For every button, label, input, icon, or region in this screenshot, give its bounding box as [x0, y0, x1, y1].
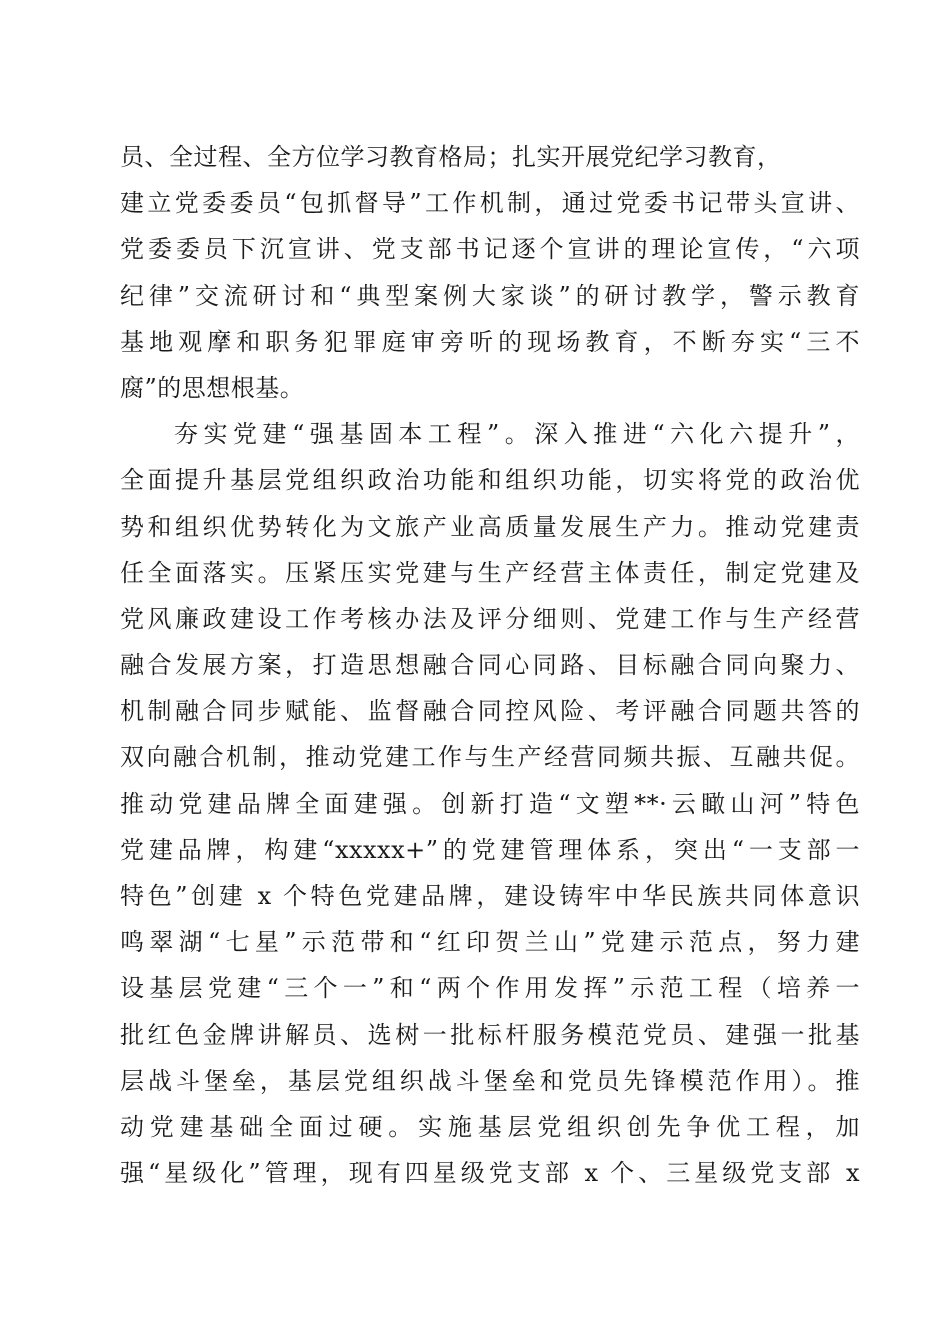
text-line: 批红色金牌讲解员、选树一批标杆服务模范党员、建强一批基: [120, 1020, 860, 1049]
text-line: 基地观摩和职务犯罪庭审旁听的现场教育，不断夯实“三不: [120, 327, 860, 356]
text-line: 党风廉政建设工作考核办法及评分细则、党建工作与生产经营: [120, 604, 860, 633]
text-line: 党委委员下沉宣讲、党支部书记逐个宣讲的理论宣传，“六项: [120, 235, 860, 264]
text-line: 鸣翠湖“七星”示范带和“红印贺兰山”党建示范点，努力建: [120, 928, 860, 957]
text-line: 强“星级化”管理，现有四星级党支部 x 个、三星级党支部 x: [120, 1159, 860, 1188]
body-text: [120, 134, 860, 1196]
paragraph-first-line: 夯实党建“强基固本工程”。深入推进“六化六提升”，: [174, 420, 860, 449]
text-line: 势和组织优势转化为文旅产业高质量发展生产力。推动党建责: [120, 512, 860, 541]
text-line: 融合发展方案，打造思想融合同心同路、目标融合同向聚力、: [120, 651, 860, 680]
text-line: 员、全过程、全方位学习教育格局；扎实开展党纪学习教育，: [120, 143, 782, 171]
text-line: 党建品牌，构建“xxxxx+”的党建管理体系，突出“一支部一: [120, 835, 860, 864]
text-line: 纪律”交流研讨和“典型案例大家谈”的研讨教学，警示教育: [120, 281, 860, 310]
text-line: 动党建基础全面过硬。实施基层党组织创先争优工程，加: [120, 1112, 860, 1141]
text-line: 层战斗堡垒，基层党组织战斗堡垒和党员先锋模范作用）。推: [120, 1066, 860, 1095]
text-line: 建立党委委员“包抓督导”工作机制，通过党委书记带头宣讲、: [120, 189, 860, 218]
text-line: 设基层党建“三个一”和“两个作用发挥”示范工程（培养一: [120, 974, 860, 1003]
text-line: 任全面落实。压紧压实党建与生产经营主体责任，制定党建及: [120, 558, 860, 587]
text-line: 全面提升基层党组织政治功能和组织功能，切实将党的政治优: [120, 466, 860, 495]
text-line: 机制融合同步赋能、监督融合同控风险、考评融合同题共答的: [120, 697, 860, 726]
text-line: 推动党建品牌全面建强。创新打造“文塑**·云瞰山河”特色: [120, 789, 860, 818]
text-line: 双向融合机制，推动党建工作与生产经营同频共振、互融共促。: [120, 743, 860, 772]
text-line: 特色”创建 x 个特色党建品牌，建设铸牢中华民族共同体意识: [120, 882, 860, 910]
text-line: 腐”的思想根基。: [120, 373, 305, 402]
